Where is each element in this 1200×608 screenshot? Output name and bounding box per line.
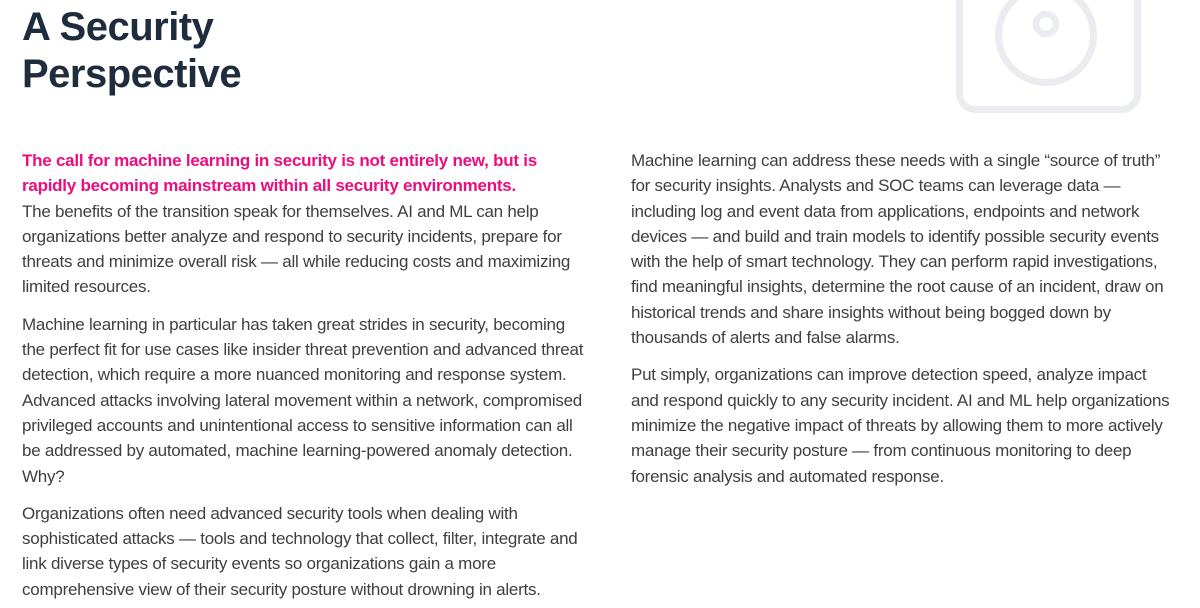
right-column (631, 148, 1176, 608)
paragraph-text: The benefits of the transition speak for themselves. AI and ML can help organizations better analyze and respond to security incidents, prepare for threats and minimize overall risk — all while reducing costs and maximizing limited resources. (22, 201, 571, 297)
document-page (0, 4, 1200, 608)
paragraph (22, 148, 590, 300)
paragraph: Machine learning can address these needs with a single “source of truth” for security insights. Analysts and SOC teams can leverage data — including log and event data from applications, endpoints and network devices — and build and train models to identify possible security events with the help of smart technology. They can perform rapid investigations, find meaningful insights, determine the root cause of an incident, draw on historical trends and share insights without being bogged down by thousands of alerts and false alarms. (631, 151, 1164, 348)
paragraph: Machine learning in particular has taken great strides in security, becoming the perfect fit for use cases like insider threat prevention and advanced threat detection, which require a more nuanced monitoring and response system. Advanced attacks involving lateral movement within a network, compromised privileged accounts and unintentional access to sensitive information can all be addressed by automated, machine learning-powered anomaly detection. Why? (22, 314, 584, 486)
page-title: A Security Perspective (22, 5, 242, 96)
paragraph: Put simply, organizations can improve detection speed, analyze impact and respond quickly to any security incident. AI and ML help organizations minimize the negative impact of threats by allowing them to more actively manage their security posture — from continuous monitoring to deep forensic analysis and automated response. (631, 365, 1170, 486)
two-column-body (22, 148, 1176, 608)
webcam-icon (951, 0, 1143, 114)
lead-sentence: The call for machine learning in security is not entirely new, but is rapidly becoming mainstream within all security environments. (22, 151, 537, 196)
left-column (22, 148, 590, 608)
paragraph: Organizations often need advanced security tools when dealing with sophisticated attacks — tools and technology that collect, filter, integrate and link diverse types of security events so organizations gain a more comprehensive view of their security posture without drowning in alerts. (22, 503, 578, 599)
